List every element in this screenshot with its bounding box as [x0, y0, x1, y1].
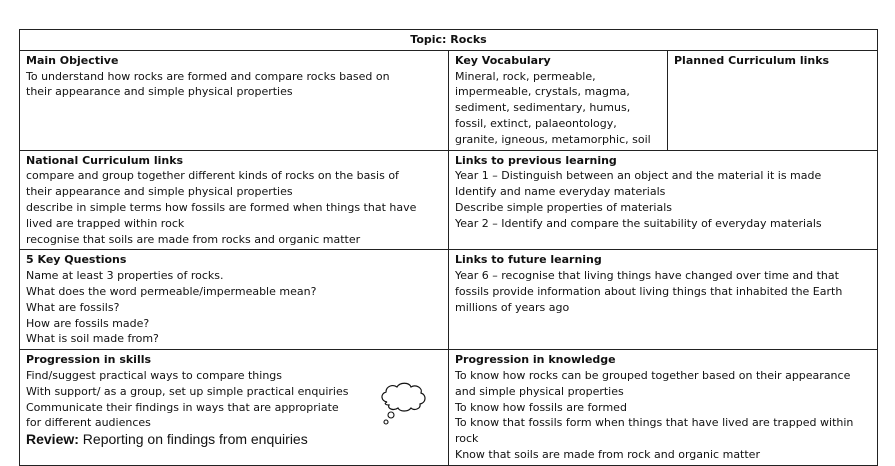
key-vocabulary-text: Mineral, rock, permeable, impermeable, crystals, magma, sediment, sedimentary, humus, fossil, extinct, palaeontology, granite, igneous, metamorphic, soil [455, 69, 651, 146]
national-curriculum-line-3: recognise that soils are made from rocks and organic matter [26, 232, 361, 246]
progression-skills-heading: Progression in skills [26, 353, 152, 367]
topic-title: Topic: Rocks [20, 30, 878, 51]
key-question-5: What is soil made from? [26, 332, 159, 346]
progression-skill-3: Communicate their findings in ways that are appropriate for different audiences [26, 400, 339, 430]
future-learning-cell [449, 250, 878, 350]
progression-knowledge-cell [449, 350, 878, 466]
future-learning-heading: Links to future learning [455, 253, 602, 267]
national-curriculum-line-1: compare and group together different kinds of rocks on the basis of their appearance and simple physical properties [26, 169, 399, 199]
progression-skill-2: With support/ as a group, set up simple practical enquiries [26, 384, 349, 398]
key-question-2: What does the word permeable/impermeable mean? [26, 284, 317, 298]
previous-learning-line-4: Year 2 – Identify and compare the suitability of everyday materials [455, 216, 822, 230]
previous-learning-line-3: Describe simple properties of materials [455, 200, 673, 214]
progression-knowledge-line-2: To know how fossils are formed [455, 400, 627, 414]
future-learning-text: Year 6 – recognise that living things have changed over time and that fossils provide information about living things that inhabited the Earth millions of years ago [455, 269, 843, 314]
main-objective-text: To understand how rocks are formed and compare rocks based on their appearance and simple physical properties [26, 69, 390, 99]
review-label: Review: [26, 431, 79, 448]
key-vocabulary-heading: Key Vocabulary [455, 53, 551, 67]
national-curriculum-cell [20, 150, 449, 250]
planned-links-heading: Planned Curriculum links [674, 53, 830, 67]
main-objective-cell [20, 50, 449, 150]
national-curriculum-line-2: describe in simple terms how fossils are formed when things that have lived are trapped within rock [26, 200, 417, 230]
progression-knowledge-heading: Progression in knowledge [455, 353, 616, 367]
key-question-3: What are fossils? [26, 300, 120, 314]
planning-table [19, 29, 878, 466]
previous-learning-heading: Links to previous learning [455, 153, 617, 167]
progression-knowledge-line-3: To know that fossils form when things that have lived are trapped within rock [455, 416, 854, 446]
progression-knowledge-line-4: Know that soils are made from rock and organic matter [455, 447, 760, 461]
key-question-1: Name at least 3 properties of rocks. [26, 269, 224, 283]
review-text: Reporting on findings from enquiries [78, 431, 308, 448]
planned-links-cell [668, 50, 878, 150]
progression-skill-1: Find/suggest practical ways to compare things [26, 368, 283, 382]
key-questions-heading: 5 Key Questions [26, 253, 127, 267]
progression-knowledge-line-1: To know how rocks can be grouped together based on their appearance and simple physical properties [455, 368, 851, 398]
national-curriculum-heading: National Curriculum links [26, 153, 184, 167]
main-objective-heading: Main Objective [26, 53, 119, 67]
key-question-4: How are fossils made? [26, 316, 150, 330]
key-questions-cell [20, 250, 449, 350]
previous-learning-line-2: Identify and name everyday materials [455, 185, 666, 199]
previous-learning-cell [449, 150, 878, 250]
thought-cloud-icon [377, 380, 429, 428]
review-line [26, 431, 442, 449]
key-vocabulary-cell [449, 50, 668, 150]
previous-learning-line-1: Year 1 – Distinguish between an object and the material it is made [455, 169, 822, 183]
